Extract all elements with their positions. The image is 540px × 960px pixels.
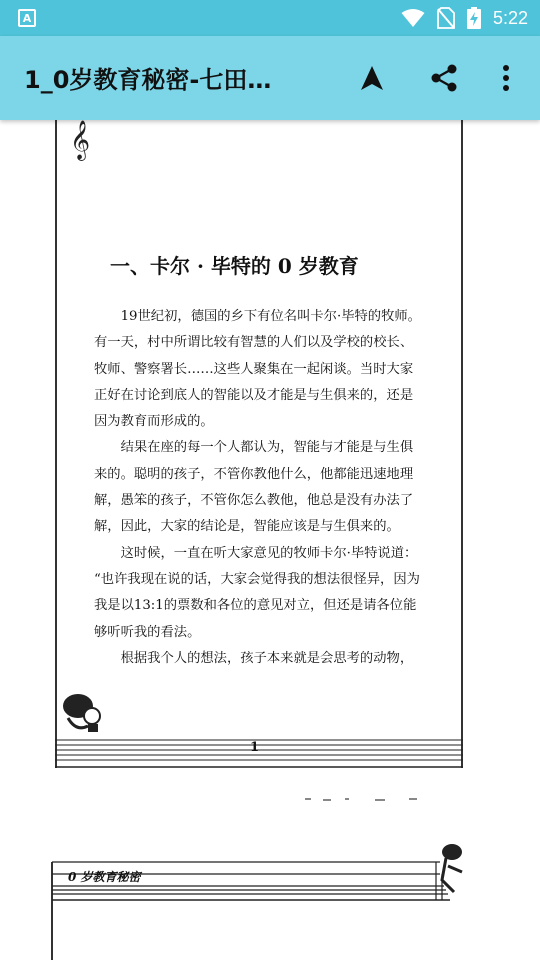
text-line: 正好在讨论到底人的智能以及才能是与生俱来的，还是 [94, 387, 414, 403]
share-button[interactable] [424, 58, 464, 98]
app-bar [0, 36, 540, 120]
status-right [401, 7, 528, 29]
status-bar [0, 0, 540, 36]
page-2-running-header: 0 岁教育秘密 [68, 870, 141, 884]
status-time: 5:22 [492, 7, 528, 28]
text-line: 解，因此，大家的结论是，智能应该是与生俱来的。 [94, 519, 400, 535]
text-line: 这时候，一直在听大家意见的牧师卡尔·毕特说道： [120, 545, 418, 561]
battery-charging-icon [467, 7, 481, 29]
text-line: 够听听我的看法。 [94, 624, 201, 640]
text-line: 因为教育而形成的。 [94, 414, 214, 430]
text-line: 有一天，村中所谓比较有智慧的人们以及学校的校长、 [94, 335, 414, 351]
text-line: 我是以13:1的票数和各位的意见对立，但还是请各位能 [94, 598, 417, 614]
text-line: 牧师、警察署长……这些人聚集在一起闲谈。当时大家 [94, 361, 414, 377]
text-line: 结果在座的每一个人都认为，智能与才能是与生俱 [120, 440, 414, 456]
chapter-heading: 一、卡尔 · 毕特的 0 岁教育 [110, 254, 359, 278]
text-line: 来的。聪明的孩子，不管你教他什么，他都能迅速地理 [94, 466, 414, 482]
text-line: “也许我现在说的话，大家会觉得我的想法很怪异，因为 [94, 571, 420, 587]
text-line: 根据我个人的想法，孩子本来就是会思考的动物， [120, 650, 414, 666]
text-line: 解，愚笨的孩子，不管你怎么教他，他总是没有办法了 [94, 493, 414, 509]
more-vert-icon [502, 65, 510, 91]
page-body-text [94, 304, 430, 672]
a-box-icon: A [18, 9, 36, 27]
wifi-icon [401, 8, 425, 28]
cartoon-figure-icon [58, 686, 108, 736]
app-title: 1_0岁教育秘密-七田… [24, 66, 272, 94]
scan-artifact-marks [305, 798, 425, 802]
status-left [18, 9, 36, 27]
share-icon [429, 63, 459, 93]
navigation-arrow-icon [360, 65, 384, 91]
navigation-button[interactable] [352, 58, 392, 98]
page-number: 1 [250, 740, 260, 755]
document-viewer[interactable] [0, 120, 540, 960]
more-options-button[interactable] [486, 58, 526, 98]
document-page-2-header [50, 840, 470, 960]
no-sim-icon [437, 7, 455, 29]
treble-clef-icon: 𝄞 [70, 120, 91, 160]
text-line: 19世纪初，德国的乡下有位名叫卡尔·毕特的牧师。 [120, 309, 421, 324]
